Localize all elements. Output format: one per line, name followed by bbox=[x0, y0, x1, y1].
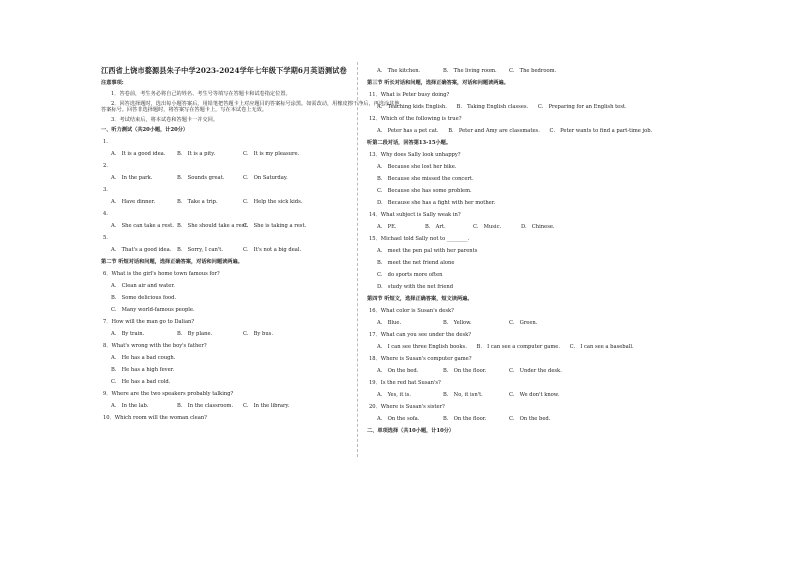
question-8-option-b: B. He has a high fever. bbox=[111, 367, 175, 373]
question-9-options bbox=[101, 403, 401, 409]
option-c: C. On the bed. bbox=[509, 416, 551, 422]
option-c: C. Green. bbox=[509, 320, 538, 326]
option-b: B. By plane. bbox=[177, 331, 213, 337]
question-13-option-a: A. Because she lost her bike. bbox=[377, 164, 457, 170]
question-5-options bbox=[101, 247, 401, 253]
option-b: B. On the floor. bbox=[443, 416, 487, 422]
option-a: A. Have dinner. bbox=[111, 199, 156, 205]
question-2-number: 2. bbox=[103, 163, 108, 169]
question-4-number: 4. bbox=[103, 211, 108, 217]
option-a: A. Yes, it is. bbox=[377, 392, 411, 398]
question-18-options bbox=[367, 368, 667, 374]
option-b: B. I can see a computer game. bbox=[476, 344, 560, 350]
question-2-options bbox=[101, 175, 401, 181]
question-11: 11．What is Peter busy doing? bbox=[369, 92, 450, 98]
question-13-option-d: D. Because she has a fight with her mother. bbox=[377, 200, 496, 206]
question-6-option-c: C. Many world-famous people. bbox=[111, 307, 195, 313]
question-1-options bbox=[101, 151, 401, 157]
question-13-option-b: B. Because she missed the concert. bbox=[377, 176, 474, 182]
question-19: 19．Is the red hat Susan's? bbox=[369, 380, 441, 386]
part-4-heading: 第四节 听短文，选择正确答案，短文读两遍。 bbox=[367, 296, 473, 302]
option-a: A. In the park. bbox=[111, 175, 153, 181]
option-b: B. It is a pity. bbox=[177, 151, 216, 157]
question-10: 10．Which room will the woman clean? bbox=[103, 415, 207, 421]
option-a: A. In the lab. bbox=[111, 403, 149, 409]
question-15-option-c: C. do sports more often bbox=[377, 272, 443, 278]
option-c: C. It's not a big deal. bbox=[243, 247, 302, 253]
option-c: C. Music. bbox=[473, 224, 502, 230]
question-1-number: 1. bbox=[103, 139, 108, 145]
question-8-option-c: C. He has a bad cold. bbox=[111, 379, 171, 385]
question-5-number: 5. bbox=[103, 235, 108, 241]
question-4-options bbox=[101, 223, 401, 229]
option-c: C. The bedroom. bbox=[509, 68, 557, 74]
option-a: A. That's a good idea. bbox=[111, 247, 172, 253]
note-2: 2．回答选择题时，选出每小题答案后，用铅笔把答题卡上对应题目的答案标号涂黑。如需改动，用橡皮擦干净后，再选涂其他答案标号。回答非选择题时，将答案写在答题卡上，写在本试卷上无效。 bbox=[101, 101, 400, 113]
option-c: C. By bus. bbox=[243, 331, 273, 337]
option-c: C. Peter wants to find a part-time job. bbox=[549, 128, 653, 134]
question-15-option-a: A. meet the pen pal with her parents bbox=[377, 248, 478, 254]
question-17: 17．What can you see under the desk? bbox=[369, 332, 472, 338]
question-7-options bbox=[101, 331, 401, 337]
question-6: 6．What is the girl's home town famous for? bbox=[103, 271, 220, 277]
note-1: 1．答卷前，考生务必将自己的姓名、考生号等填写在答题卡和试卷指定位置。 bbox=[111, 91, 291, 97]
option-c: C. In the library. bbox=[243, 403, 290, 409]
part-3-heading: 第三节 听长对话和问题，选择正确答案，对话和问题读两遍。 bbox=[367, 80, 509, 86]
notes-heading: 注意事项: bbox=[101, 80, 124, 86]
question-13-option-c: C. Because she has some problem. bbox=[377, 188, 472, 194]
question-6-option-a: A. Clean air and water. bbox=[111, 283, 175, 289]
long-dialogue-2-heading: 听第二段对话，回答第13-15小题。 bbox=[367, 140, 452, 146]
option-b: B. On the floor. bbox=[443, 368, 487, 374]
option-a: A. Blue. bbox=[377, 320, 402, 326]
question-7: 7．How will the man go to Dalian? bbox=[103, 319, 195, 325]
question-8: 8．What's wrong with the boy's father? bbox=[103, 343, 207, 349]
exam-title: 江西省上饶市婺源县朱子中学2023-2024学年七年级下学期6月英语测试卷 bbox=[101, 66, 347, 75]
question-14-options bbox=[367, 224, 667, 230]
question-14: 14．What subject is Sally weak in? bbox=[369, 212, 461, 218]
option-a: A. Teaching kids English. bbox=[377, 104, 447, 110]
option-c: C. Preparing for an English test. bbox=[537, 104, 627, 110]
question-16-options bbox=[367, 320, 667, 326]
option-b: B. Art. bbox=[425, 224, 446, 230]
question-12: 12．Which of the following is true? bbox=[369, 116, 462, 122]
question-19-options bbox=[367, 392, 667, 398]
question-3-number: 3. bbox=[103, 187, 108, 193]
option-c: C. On Saturday. bbox=[243, 175, 288, 181]
option-d: D. Chinese. bbox=[521, 224, 555, 230]
question-3-options bbox=[101, 199, 401, 205]
left-column bbox=[101, 68, 401, 427]
question-15-option-d: D. study with the net friend bbox=[377, 284, 454, 290]
option-a: A. On the bed. bbox=[377, 368, 419, 374]
question-9: 9．Where are the two speakers probably talking? bbox=[103, 391, 234, 397]
option-b: B. Yellow. bbox=[443, 320, 472, 326]
section-listening-heading: 一、听力测试（共20小题，计20分） bbox=[101, 127, 189, 133]
question-17-options bbox=[367, 344, 667, 350]
option-a: A. The kitchen. bbox=[377, 68, 421, 74]
option-c: C. We don't know. bbox=[509, 392, 560, 398]
question-20-options bbox=[367, 416, 667, 422]
option-a: A. Peter has a pet cat. bbox=[377, 128, 439, 134]
option-b: B. Sorry, I can't. bbox=[177, 247, 224, 253]
question-11-options bbox=[367, 104, 667, 110]
option-c: C. It is my pleasure. bbox=[243, 151, 300, 157]
option-a: A. PE. bbox=[377, 224, 397, 230]
option-c: C. I can see a baseball. bbox=[569, 344, 634, 350]
question-10-options bbox=[367, 68, 667, 74]
note-3: 3．考试结束后，将本试卷和答题卡一并交回。 bbox=[111, 117, 219, 123]
question-8-option-a: A. He has a bad cough. bbox=[111, 355, 176, 361]
question-13: 13．Why does Sally look unhappy? bbox=[369, 152, 461, 158]
question-12-options bbox=[367, 128, 667, 134]
part-2-heading: 第二节 听短对话和问题，选择正确答案，对话和问题读两遍。 bbox=[101, 259, 243, 265]
option-b: B. In the classroom. bbox=[177, 403, 234, 409]
option-b: B. Taking English classes. bbox=[456, 104, 529, 110]
option-a: A. On the sofa. bbox=[377, 416, 420, 422]
question-15-option-b: B. meet the net friend alone bbox=[377, 260, 455, 266]
option-a: A. By train. bbox=[111, 331, 145, 337]
column-divider bbox=[357, 62, 358, 457]
option-b: B. She should take a rest. bbox=[177, 223, 249, 229]
option-a: A. It is a good idea. bbox=[111, 151, 166, 157]
question-20: 20．Where is Susan's sister? bbox=[369, 404, 445, 410]
question-6-option-b: B. Some delicious food. bbox=[111, 295, 177, 301]
section-multiple-choice-heading: 二、单项选择（共10小题，计10分） bbox=[367, 428, 455, 434]
option-b: B. The living room. bbox=[443, 68, 497, 74]
option-b: B. Peter and Amy are classmates. bbox=[448, 128, 540, 134]
question-15: 15．Michael told Sally not to ________. bbox=[369, 236, 470, 242]
right-column bbox=[367, 68, 667, 440]
option-c: C. Under the desk. bbox=[509, 368, 562, 374]
question-16: 16．What color is Susan's desk? bbox=[369, 308, 454, 314]
option-a: A. She can take a rest. bbox=[111, 223, 174, 229]
option-a: A. I can see three English books. bbox=[377, 344, 467, 350]
option-c: C. She is taking a rest. bbox=[243, 223, 307, 229]
option-b: B. Sounds great. bbox=[177, 175, 225, 181]
question-18: 18．Where is Susan's computer game? bbox=[369, 356, 472, 362]
option-b: B. Take a trip. bbox=[177, 199, 218, 205]
option-c: C. Help the sick kids. bbox=[243, 199, 303, 205]
option-b: B. No, it isn't. bbox=[443, 392, 483, 398]
